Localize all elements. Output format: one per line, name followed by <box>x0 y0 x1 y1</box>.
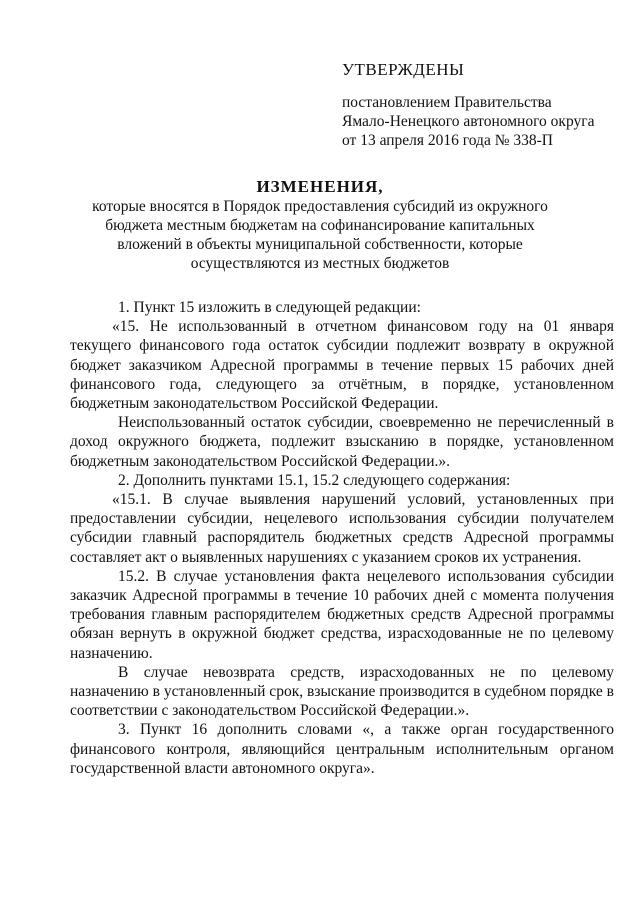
approval-title: УТВЕРЖДЕНЫ <box>342 60 465 79</box>
paragraph-non-return: В случае невозврата средств, израсходованных не по целевому назначению в установленный срок, взыскание производится в судебном порядке в соответствии с законодательством Российской Федерации.». <box>70 663 614 720</box>
approval-block <box>342 60 622 150</box>
paragraph-remainder: Неиспользованный остаток субсидии, своевременно не перечисленный в доход окружного бюджета, подлежит взысканию в порядке, установленном бюджетным законодательством Российской Федерации.». <box>70 414 614 470</box>
heading-title: ИЗМЕНЕНИЯ, <box>256 177 384 196</box>
paragraph-item-1: 1. Пункт 15 изложить в следующей редакции: <box>118 299 421 316</box>
paragraph-item-2: 2. Дополнить пунктами 15.1, 15.2 следующего содержания: <box>118 471 511 489</box>
paragraph-point-15: «15. Не использованный в отчетном финансовом году на 01 января текущего финансового года остаток субсидии подлежит возврату в окружной бюджет заказчиком Адресной программы в течение первых 15 рабочих дней финансового года, следующего за отчётным, в порядке, установленном бюджетным законодательством Российской Федерации. <box>70 318 614 413</box>
paragraph-point-15-1: «15.1. В случае выявления нарушений условий, установленных при предоставлении субсидии, нецелевого использования субсидии получателем субсидии главный распорядитель бюджетных средств Адресной программы составляет акт о выявленных нарушениях с указанием сроков их устранения. <box>70 491 614 566</box>
heading-subtitle-line: вложений в объекты муниципальной собственности, которые <box>117 236 523 253</box>
document-heading <box>70 176 570 273</box>
approval-line: от 13 апреля 2016 года № 338-П <box>342 132 553 149</box>
approval-line: постановлением Правительства <box>342 94 552 111</box>
paragraph-point-15-2: 15.2. В случае установления факта нецелевого использования субсидии заказчик Адресной программы в течение 10 рабочих дней с момента получения требования главным распорядителем бюджетных средств Адресной программы обязан вернуть в окружной бюджет средства, израсходованные не по целевому назначению. <box>70 567 614 662</box>
document-body <box>70 298 614 778</box>
heading-subtitle-line: бюджета местным бюджетам на софинансирование капитальных <box>105 217 535 234</box>
paragraph-item-3: 3. Пункт 16 дополнить словами «, а также орган государственного финансового контроля, являющийся центральным исполнительным органом государственной власти автономного округа». <box>70 721 614 777</box>
heading-subtitle-line: осуществляются из местных бюджетов <box>190 255 450 272</box>
approval-line: Ямало-Ненецкого автономного округа <box>342 113 595 130</box>
heading-subtitle-line: которые вносятся в Порядок предоставления субсидий из окружного <box>92 198 548 215</box>
